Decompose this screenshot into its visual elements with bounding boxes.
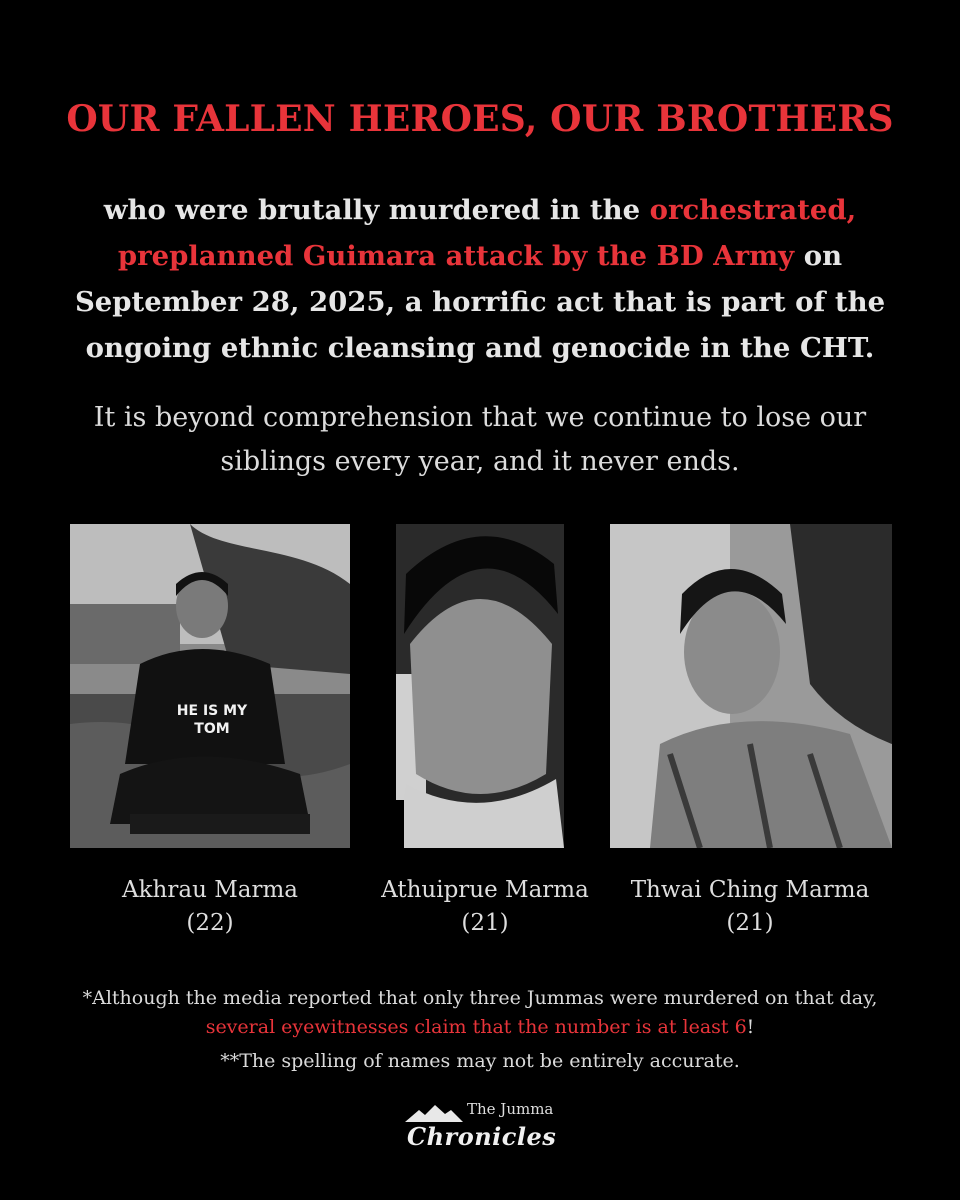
logo-main-text: Chronicles bbox=[407, 1122, 557, 1151]
caption-1 bbox=[60, 874, 360, 940]
footnote bbox=[70, 984, 890, 1042]
footnote-part1: *Although the media reported that only three Jummas were murdered on that day, bbox=[82, 987, 878, 1009]
caption-3 bbox=[600, 874, 900, 940]
lead-part2: on September 28, 2025, a horrific act that is part of the ongoing ethnic cleansing and genocide in the CHT. bbox=[74, 240, 886, 364]
portrait-photo-2 bbox=[396, 524, 564, 848]
lead-highlight: orchestrated, preplanned Guimara attack by the BD Army bbox=[117, 194, 857, 272]
portrait-photo-3 bbox=[610, 524, 892, 848]
victim-name: Thwai Ching Marma bbox=[630, 877, 870, 903]
victim-name: Athuiprue Marma bbox=[381, 877, 589, 903]
shirt-text: HE IS MY TOM bbox=[176, 703, 248, 737]
lead-text bbox=[50, 187, 910, 371]
portrait-photo-1 bbox=[70, 524, 350, 848]
victim-age: (22) bbox=[186, 910, 234, 936]
footnote-2: **The spelling of names may not be entirely accurate. bbox=[220, 1050, 740, 1072]
subtitle-text: It is beyond comprehension that we continue to lose our siblings every year, and it never ends. bbox=[93, 402, 867, 477]
footnote-part2: ! bbox=[746, 1016, 755, 1038]
mountain-icon bbox=[405, 1104, 463, 1122]
footnote-highlight: several eyewitnesses claim that the number is at least 6 bbox=[205, 1016, 747, 1038]
brand-logo bbox=[405, 1100, 555, 1160]
logo-top-text: The Jumma bbox=[467, 1100, 554, 1118]
page-title: OUR FALLEN HEROES, OUR BROTHERS bbox=[66, 98, 894, 140]
lead-part1: who were brutally murdered in the bbox=[103, 194, 650, 226]
caption-2 bbox=[330, 874, 640, 940]
victim-name: Akhrau Marma bbox=[122, 877, 298, 903]
victim-age: (21) bbox=[726, 910, 774, 936]
victim-age: (21) bbox=[461, 910, 509, 936]
